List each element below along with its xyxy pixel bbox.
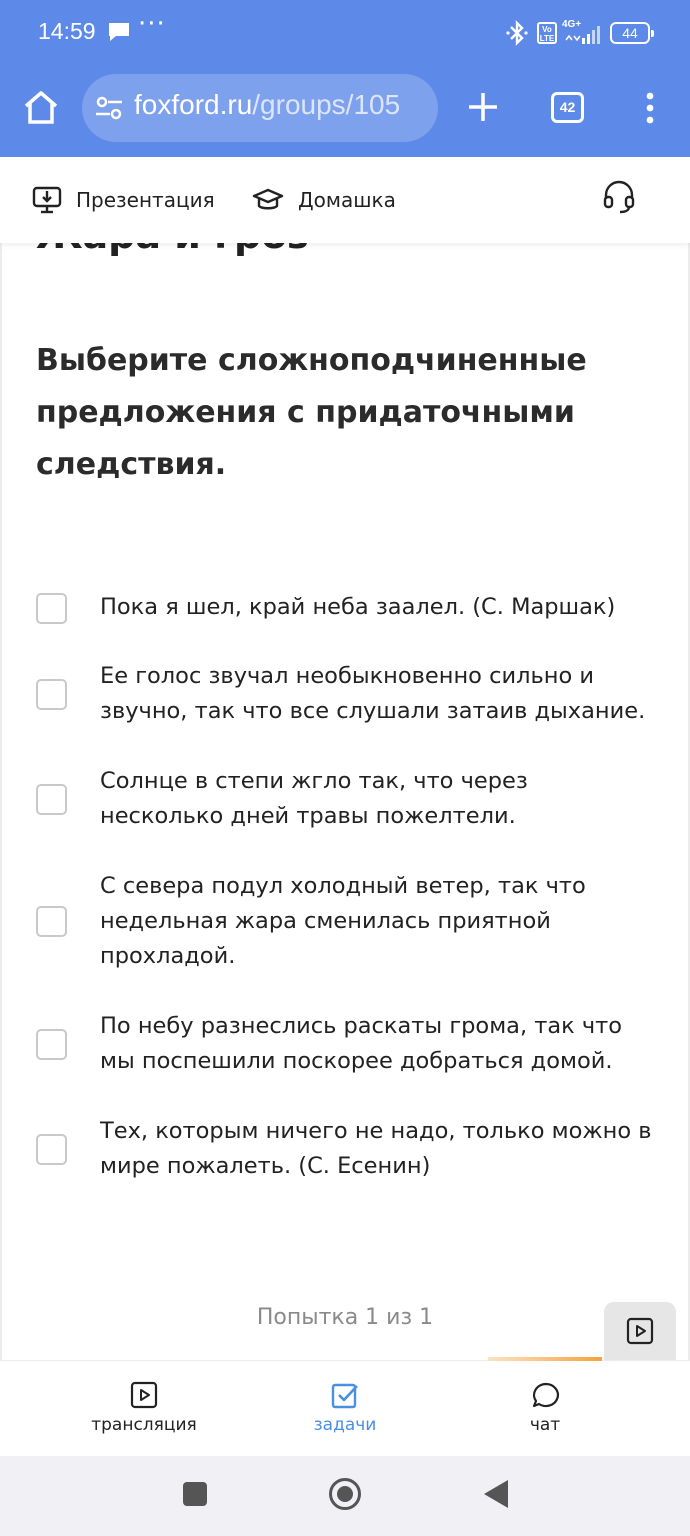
battery-indicator: 44 — [610, 22, 650, 44]
bottom-navigation — [0, 1360, 690, 1456]
answer-text: Пока я шел, край неба заалел. (С. Маршак) — [100, 594, 616, 620]
tab-switcher-button[interactable]: 42 — [551, 92, 584, 123]
more-notifications-indicator: ··· — [138, 9, 166, 39]
answer-checkbox[interactable] — [36, 784, 67, 815]
attempt-counter: Попытка 1 из 1 — [256, 1305, 434, 1330]
new-tab-plus-icon[interactable] — [466, 90, 500, 124]
tasks-checkbox-icon — [331, 1381, 359, 1409]
answer-text: Тех, которым ничего не надо, только можно в мире пожалеть. (С. Есенин) — [100, 1118, 652, 1179]
system-home-icon[interactable] — [329, 1478, 361, 1510]
broadcast-play-icon — [130, 1381, 158, 1409]
home-icon[interactable] — [22, 88, 60, 126]
status-bar — [0, 0, 690, 64]
url-path: /groups/105 — [252, 89, 401, 120]
video-toggle-button[interactable] — [604, 1302, 676, 1360]
recent-apps-icon[interactable] — [183, 1482, 207, 1506]
presentation-button[interactable] — [32, 183, 215, 217]
chat-bubble-icon — [531, 1381, 561, 1409]
task-content — [0, 243, 690, 1360]
answer-checkbox[interactable] — [36, 1029, 67, 1060]
answer-text: Ее голос звучал необыкновенно сильно и звучно, так что все слушали затаив дыхание. — [100, 663, 646, 724]
nav-tasks-label: задачи — [313, 1415, 377, 1435]
answer-checkbox[interactable] — [36, 679, 67, 710]
signal-strength-icon — [562, 20, 604, 46]
presentation-download-icon — [32, 185, 62, 215]
status-time: 14:59 — [38, 18, 96, 44]
nav-broadcast-label: трансляция — [91, 1415, 197, 1435]
homework-label: Домашка — [298, 188, 396, 212]
headset-support-icon[interactable] — [602, 179, 636, 215]
nav-broadcast[interactable] — [64, 1361, 224, 1457]
network-type-label: 4G+ — [562, 19, 582, 30]
answer-checkbox[interactable] — [36, 593, 67, 624]
volte-badge: Vo LTE — [537, 22, 557, 44]
lesson-toolbar — [0, 157, 690, 243]
presentation-label: Презентация — [76, 188, 215, 212]
more-vert-icon[interactable] — [640, 92, 660, 124]
play-video-icon — [626, 1317, 654, 1345]
chat-notification-icon — [106, 20, 132, 44]
nav-tasks[interactable] — [265, 1361, 425, 1457]
question-text: Выберите сложноподчиненные предложения с придаточными следствия. — [36, 343, 587, 482]
bluetooth-icon — [506, 20, 528, 46]
answer-text: Солнце в степи жгло так, что через несколько дней травы пожелтели. — [100, 768, 528, 829]
url-domain: foxford.ru — [134, 89, 253, 120]
browser-chrome — [0, 0, 690, 157]
nav-chat[interactable] — [465, 1361, 625, 1457]
answer-checkbox[interactable] — [36, 1134, 67, 1165]
answer-checkbox[interactable] — [36, 906, 67, 937]
graduation-cap-icon — [252, 186, 284, 214]
answer-text: С севера подул холодный ветер, так что недельная жара сменилась приятной прохладой. — [100, 873, 586, 969]
site-settings-icon[interactable] — [94, 94, 124, 122]
system-navigation-bar — [0, 1456, 690, 1536]
answer-text: По небу разнеслись раскаты грома, так что мы поспешили поскорее добраться домой. — [100, 1013, 623, 1074]
system-back-icon[interactable] — [484, 1480, 508, 1508]
nav-chat-label: чат — [529, 1415, 561, 1435]
url-text — [134, 89, 400, 121]
homework-button[interactable] — [252, 183, 396, 217]
progress-accent-line — [488, 1357, 602, 1361]
address-bar[interactable] — [82, 74, 438, 142]
